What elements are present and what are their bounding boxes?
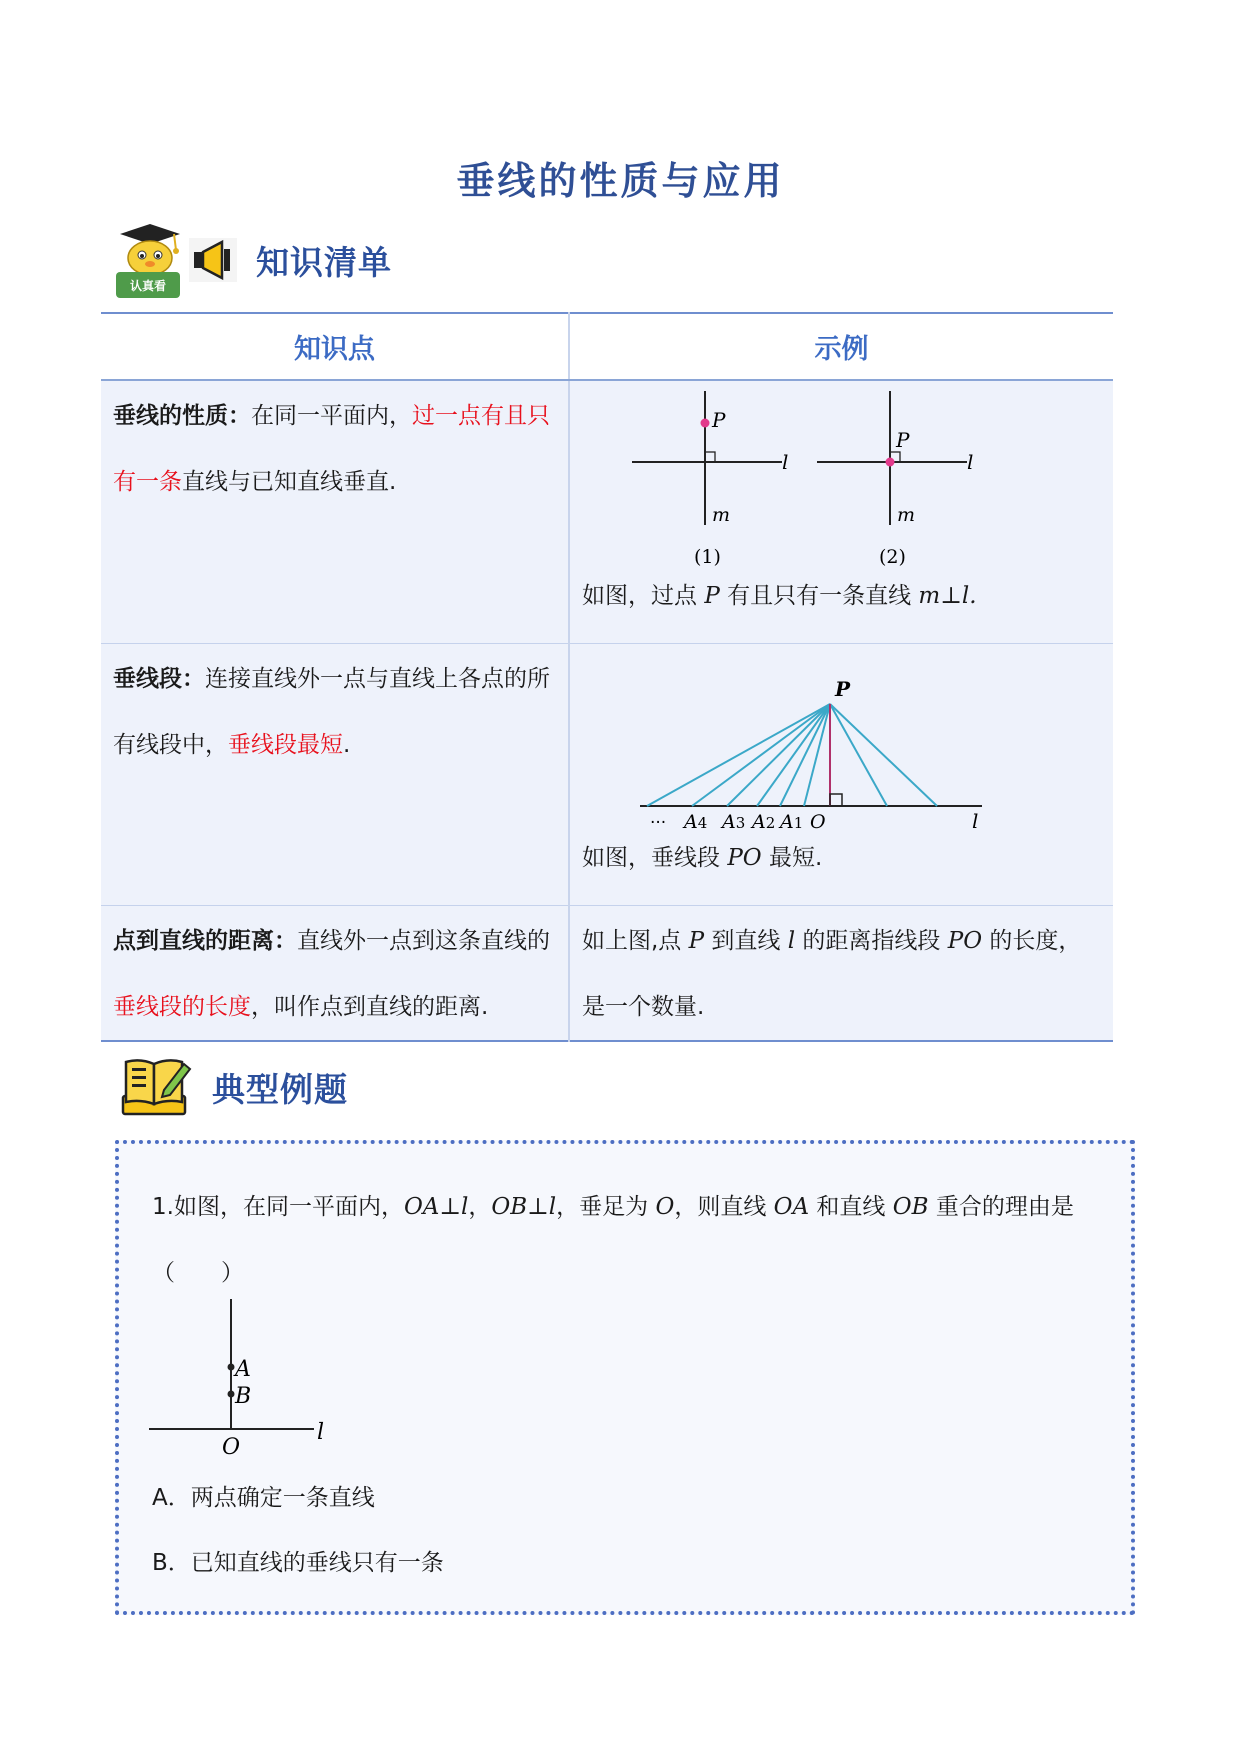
knowledge-table: [101, 312, 1113, 1042]
label-o: O: [222, 1435, 241, 1460]
label-p: P: [712, 408, 726, 432]
notebook-pencil-icon: [120, 1056, 192, 1118]
table-row: [101, 380, 1113, 643]
label-b: B: [235, 1384, 252, 1409]
term-label: 垂线的性质：: [113, 403, 251, 429]
header-knowledge-point: 知识点: [101, 313, 569, 380]
knowledge-heading: 知识清单: [256, 242, 392, 282]
question-text: 1.如图，在同一平面内，OA⊥l，OB⊥l，垂足为 O，则直线 OA 和直线 OB 重合的理由是（ ）: [152, 1194, 1074, 1286]
examples-section-header: [120, 1056, 348, 1118]
mascot-caption: 认真看: [129, 279, 167, 293]
label-m: m: [712, 504, 731, 526]
label-a4: A4: [684, 810, 708, 831]
label-a3: A3: [722, 810, 746, 831]
example-caption: 如图，垂线段 PO 最短.: [582, 844, 823, 871]
option-a[interactable]: A．两点确定一条直线: [152, 1485, 375, 1511]
highlight-text: 垂线段的长度: [113, 993, 251, 1020]
definition-text: ，叫作点到直线的距离.: [251, 993, 489, 1020]
table-row: [101, 905, 1113, 1041]
label-l: l: [972, 808, 979, 831]
label-a: A: [235, 1357, 251, 1382]
label-l: l: [782, 450, 789, 474]
knowledge-cell: [101, 643, 569, 905]
perpendicular-segment-figure: [632, 666, 992, 831]
label-dots: ···: [650, 812, 667, 831]
label-o: O: [810, 810, 826, 831]
label-a2: A2: [752, 810, 776, 831]
term-label: 点到直线的距离：: [113, 927, 297, 954]
highlight-text: 过一点有且只有一条: [113, 403, 550, 495]
page-title: 垂线的性质与应用: [456, 159, 785, 203]
mascot-icon: [112, 220, 184, 300]
example-cell: [569, 380, 1113, 643]
definition-text: 连接直线外一点与直线上各点的所有线段中，: [113, 665, 550, 758]
example-cell: [569, 643, 1113, 905]
definition-text: .: [343, 731, 351, 758]
label-l: l: [317, 1420, 325, 1445]
table-row: [101, 643, 1113, 905]
label-m: m: [897, 504, 916, 526]
perpendicular-figure: [632, 383, 1012, 571]
definition-text: 直线与已知直线垂直.: [182, 469, 397, 495]
definition-text: 直线外一点到这条直线的: [297, 927, 550, 954]
option-b[interactable]: B．已知直线的垂线只有一条: [152, 1550, 444, 1576]
label-p: P: [896, 428, 910, 452]
example-question-box: [115, 1140, 1135, 1615]
examples-heading: 典型例题: [212, 1069, 348, 1109]
knowledge-cell: [101, 905, 569, 1041]
caption-2: (2): [879, 546, 906, 568]
highlight-text: 垂线段最短: [228, 731, 343, 758]
question-figure: [149, 1299, 339, 1464]
definition-text: 在同一平面内，: [251, 403, 412, 429]
label-a1: A1: [780, 810, 804, 831]
example-cell: 如上图,点 P 到直线 l 的距离指线段 PO 的长度，是一个数量.: [569, 905, 1113, 1041]
header-example: 示例: [569, 313, 1113, 380]
knowledge-cell: [101, 380, 569, 643]
megaphone-icon: [188, 237, 238, 283]
label-l: l: [967, 450, 974, 474]
example-caption: 如图，过点 P 有且只有一条直线 m⊥l.: [582, 583, 977, 609]
knowledge-section-header: [112, 220, 392, 300]
term-label: 垂线段：: [113, 665, 205, 692]
caption-1: (1): [694, 546, 721, 568]
label-p: P: [835, 676, 851, 701]
